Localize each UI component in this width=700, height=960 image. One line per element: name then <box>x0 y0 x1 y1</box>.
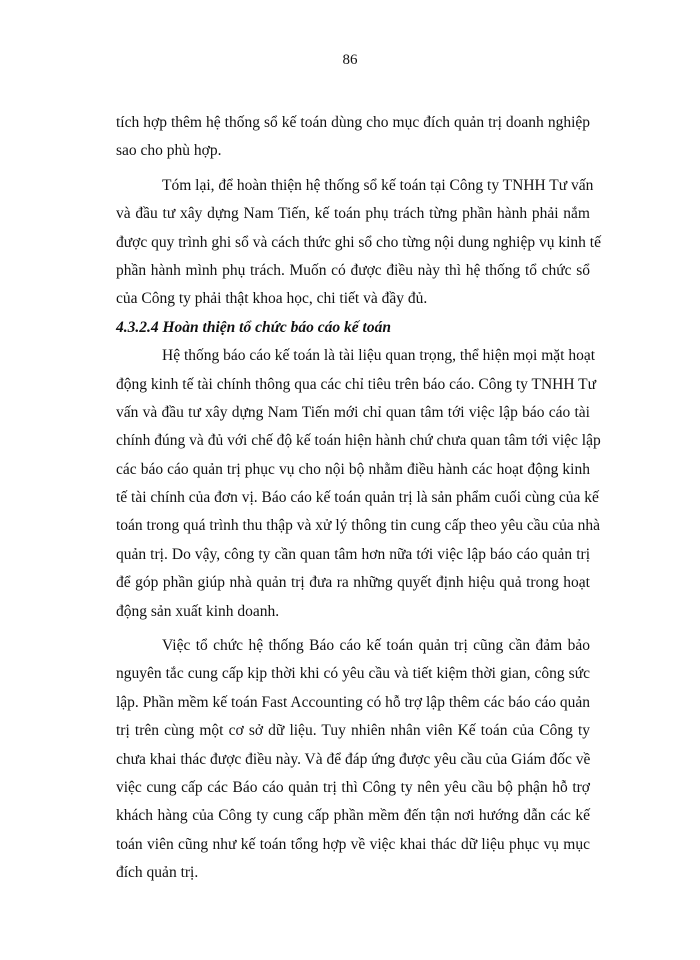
paragraph <box>116 109 590 166</box>
text-line: Tóm lại, để hoàn thiện hệ thống sổ kế toán tại Công ty TNHH Tư vấn <box>162 176 594 194</box>
text-line: Việc tổ chức hệ thống Báo cáo kế toán quản trị cũng cần đảm bảo <box>162 637 590 655</box>
text-line: và đầu tư xây dựng Nam Tiến, kế toán phụ trách từng phần hành phải nắm <box>116 205 590 223</box>
document-body <box>116 109 601 888</box>
text-line: việc cung cấp các Báo cáo quản trị thì Công ty nên yêu cầu bộ phận hỗ trợ <box>116 778 590 796</box>
text-line: toán trong quá trình thu thập và xử lý thông tin cung cấp theo yêu cầu của nhà <box>116 517 601 535</box>
text-line: để góp phần giúp nhà quản trị đưa ra những quyết định hiệu quả trong hoạt <box>116 574 590 592</box>
section-heading: 4.3.2.4 Hoàn thiện tổ chức báo cáo kế toán <box>116 318 391 336</box>
text-line: nguyên tắc cung cấp kịp thời khi có yêu cầu và tiết kiệm thời gian, công sức <box>116 665 590 683</box>
text-line: chính đúng và đủ với chế độ kế toán hiện hành chứ chưa quan tâm tới việc lập <box>116 432 601 450</box>
text-line: đích quản trị. <box>116 864 199 882</box>
text-line: động sản xuất kinh doanh. <box>116 602 280 620</box>
text-line: quản trị. Do vậy, công ty cần quan tâm hơn nữa tới việc lập báo cáo quản trị <box>116 545 590 563</box>
text-line: tích hợp thêm hệ thống sổ kế toán dùng cho mục đích quản trị doanh nghiệp <box>116 114 590 131</box>
text-line: trị trên cùng một cơ sở dữ liệu. Tuy nhiên nhân viên Kế toán của Công ty <box>116 722 590 740</box>
text-line: chưa khai thác được điều này. Và để đáp ứng được yêu cầu của Giám đốc về <box>116 750 591 768</box>
text-line: các báo cáo quản trị phục vụ cho nội bộ nhằm điều hành các hoạt động kinh <box>116 460 590 478</box>
text-line: của Công ty phải thật khoa học, chi tiết và đầy đủ. <box>116 290 428 308</box>
text-line: khách hàng của Công ty cung cấp phần mềm đến tận nơi hướng dẫn các kế <box>116 807 590 825</box>
text-line: phần hành mình phụ trách. Muốn có được điều này thì hệ thống tổ chức sổ <box>116 261 590 279</box>
paragraph <box>116 342 601 626</box>
text-line: được quy trình ghi sổ và cách thức ghi sổ cho từng nội dung nghiệp vụ kinh tế <box>116 233 601 251</box>
text-line: tế tài chính của đơn vị. Báo cáo kế toán quản trị là sản phẩm cuối cùng của kế <box>116 489 599 507</box>
text-line: toán viên cũng như kế toán tổng hợp về việc khai thác dữ liệu phục vụ mục <box>116 835 590 853</box>
paragraph <box>116 632 590 888</box>
page-number: 86 <box>342 52 358 68</box>
text-line: Hệ thống báo cáo kế toán là tài liệu quan trọng, thể hiện mọi mặt hoạt <box>162 347 596 365</box>
text-line: vấn và đầu tư xây dựng Nam Tiến mới chỉ quan tâm tới việc lập báo cáo tài <box>116 403 590 421</box>
text-line: sao cho phù hợp. <box>116 142 222 160</box>
text-line: lập. Phần mềm kế toán Fast Accounting có hỗ trợ lập thêm các báo cáo quản <box>116 693 590 711</box>
text-line: động kinh tế tài chính thông qua các chỉ tiêu trên báo cáo. Công ty TNHH Tư <box>116 375 597 393</box>
paragraph <box>116 172 601 314</box>
